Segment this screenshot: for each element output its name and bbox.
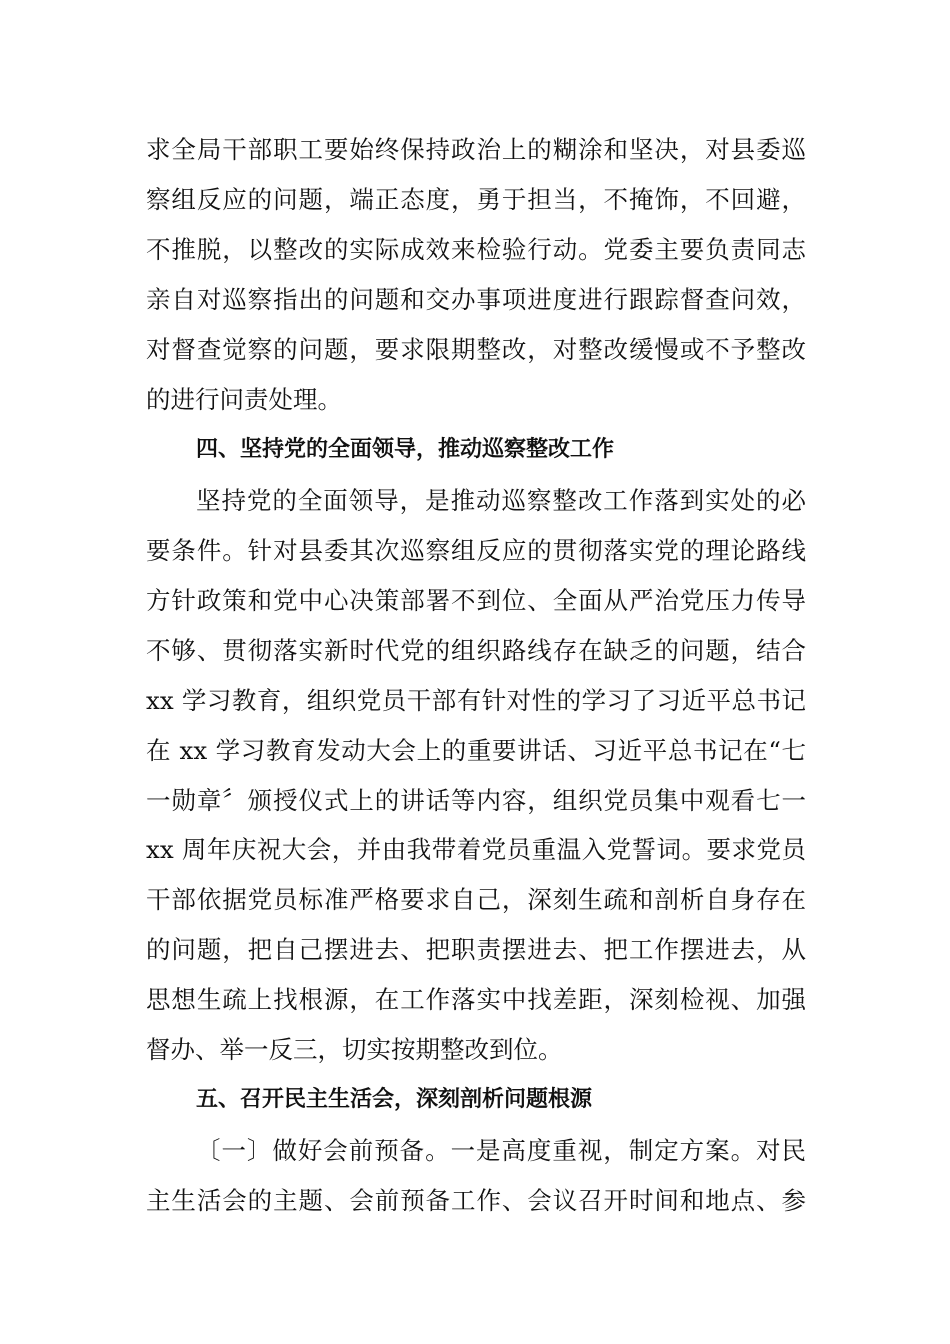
paragraph-line: 坚持党的全面领导，是推动巡察整改工作落到实处的必 [196,486,806,515]
paragraph-line: 不推脱，以整改的实际成效来检验行动。党委主要负责同志 [146,235,806,264]
paragraph-line: 干部依据党员标准严格要求自己，深刻生疏和剖析自身存在 [146,885,806,914]
paragraph-line: 督办、举一反三，切实按期整改到位。 [146,1035,563,1064]
paragraph-line: 对督查觉察的问题，要求限期整改，对整改缓慢或不予整改 [146,335,806,364]
paragraph-line: 〔一〕做好会前预备。一是高度重视，制定方案。对民 [196,1136,806,1165]
paragraph-line: 的进行问责处理。 [146,385,342,414]
paragraph-line: 察组反应的问题，端正态度，勇于担当，不掩饰，不回避， [146,185,806,214]
paragraph-line: 思想生疏上找根源，在工作落实中找差距，深刻检视、加强 [146,985,806,1014]
paragraph-line: 主生活会的主题、会前预备工作、会议召开时间和地点、参 [146,1186,806,1215]
paragraph-line: xx 学习教育，组织党员干部有针对性的学习了习近平总书记 [146,686,806,715]
paragraph-line: 的问题，把自己摆进去、把职责摆进去、把工作摆进去，从 [146,935,806,964]
paragraph-line: xx 周年庆祝大会，并由我带着党员重温入党誓词。要求党员 [146,835,806,864]
section-heading: 五、召开民主生活会，深刻剖析问题根源 [196,1087,593,1112]
paragraph-line: 一勋章〞颁授仪式上的讲话等内容，组织党员集中观看七一 [146,786,806,815]
paragraph-line: 亲自对巡察指出的问题和交办事项进度进行跟踪督查问效， [146,285,806,314]
paragraph-line: 要条件。针对县委其次巡察组反应的贯彻落实党的理论路线 [146,536,806,565]
paragraph-line: 方针政策和党中心决策部署不到位、全面从严治党压力传导 [146,586,806,615]
paragraph-line: 在 xx 学习教育发动大会上的重要讲话、习近平总书记在“七 [146,736,806,765]
paragraph-line: 不够、贯彻落实新时代党的组织路线存在缺乏的问题，结合 [146,636,806,665]
section-heading: 四、坚持党的全面领导，推动巡察整改工作 [196,437,615,462]
paragraph-line: 求全局干部职工要始终保持政治上的糊涂和坚决，对县委巡 [146,135,806,164]
